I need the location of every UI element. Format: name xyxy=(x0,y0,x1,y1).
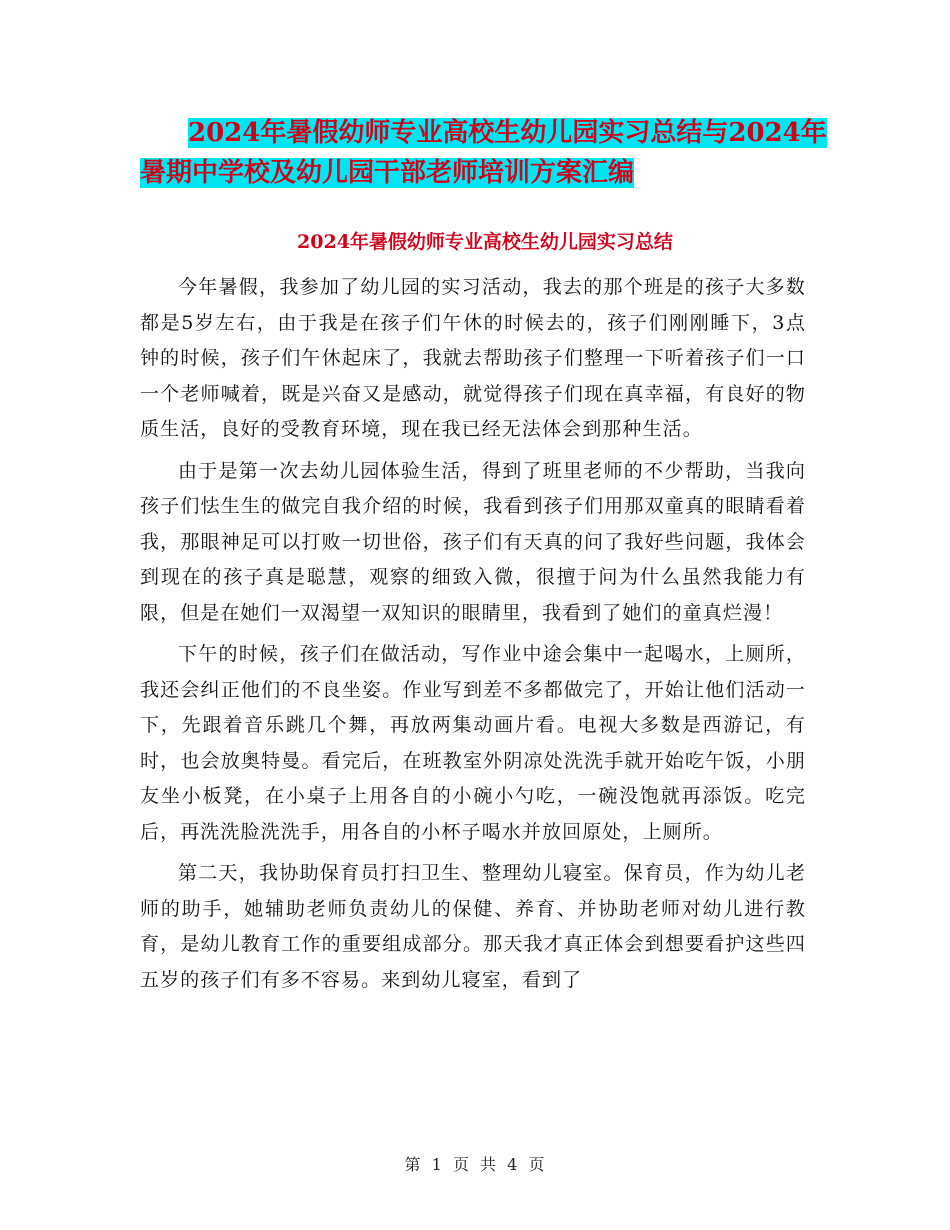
page-footer xyxy=(0,1152,950,1175)
paragraph: 下午的时候，孩子们在做活动，写作业中途会集中一起喝水，上厕所，我还会纠正他们的不良坐姿。作业写到差不多都做完了，开始让他们活动一下，先跟着音乐跳几个舞，再放两集动画片看。电视大多数是西游记，有时，也会放奥特曼。看完后，在班教室外阴凉处洗洗手就开始吃午饭，小朋友坐小板凳，在小桌子上用各自的小碗小勺吃，一碗没饱就再添饭。吃完后，再洗洗脸洗洗手，用各自的小杯子喝水并放回原处，上厕所。 xyxy=(140,643,806,843)
document-title xyxy=(140,113,830,193)
footer-total-pages: 4 xyxy=(507,1155,519,1174)
footer-page-number: 1 xyxy=(431,1155,443,1174)
paragraph: 第二天，我协助保育员打扫卫生、整理幼儿寝室。保育员，作为幼儿老师的助手，她辅助老师负责幼儿的保健、养育、并协助老师对幼儿进行教育，是幼儿教育工作的重要组成部分。那天我才真正体会到想要看护这些四五岁的孩子们有多不容易。来到幼儿寝室，看到了 xyxy=(140,862,806,991)
paragraph: 由于是第一次去幼儿园体验生活，得到了班里老师的不少帮助，当我向孩子们怯生生的做完自我介绍的时候，我看到孩子们用那双童真的眼睛看着我，那眼神足可以打败一切世俗，孩子们有天真的问了我好些问题，我体会到现在的孩子真是聪慧，观察的细致入微，很擅于问为什么虽然我能力有限，但是在她们一双渴望一双知识的眼睛里，我看到了她们的童真烂漫！ xyxy=(140,459,806,624)
footer-total-prefix: 共 xyxy=(480,1155,498,1174)
document-title-line-2: 暑期中学校及幼儿园干部老师培训方案汇编 xyxy=(140,158,635,188)
document-title-line-1: 2024年暑假幼师专业高校生幼儿园实习总结与2024年 xyxy=(188,118,827,148)
paragraph: 今年暑假，我参加了幼儿园的实习活动，我去的那个班是的孩子大多数都是5岁左右，由于我是在孩子们午休的时候去的，孩子们刚刚睡下，3点钟的时候，孩子们午休起床了，我就去帮助孩子们整理一下听着孩子们一口一个老师喊着，既是兴奋又是感动，就觉得孩子们现在真幸福，有良好的物质生活，良好的受教育环境，现在我已经无法体会到那种生活。 xyxy=(140,276,806,440)
footer-page-label: 页 xyxy=(452,1155,470,1174)
footer-suffix: 页 xyxy=(528,1155,546,1174)
footer-prefix: 第 xyxy=(404,1155,422,1174)
body-text xyxy=(140,270,806,1004)
section-heading: 2024年暑假幼师专业高校生幼儿园实习总结 xyxy=(297,231,673,253)
